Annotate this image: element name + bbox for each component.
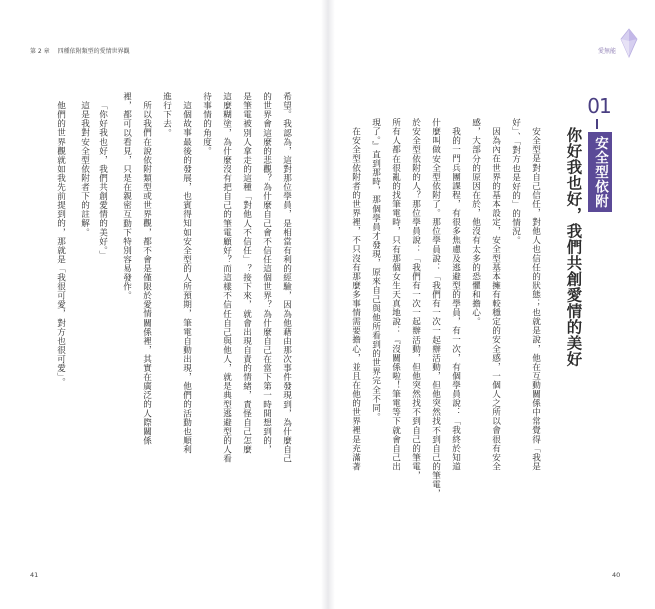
left-text-column: 進行下去。 bbox=[161, 92, 172, 138]
right-text-column: 什麼叫做安全型依附了。那位學員說：「我們有一次一起辦活動，但他突然找不到自己的筆電， bbox=[430, 118, 441, 499]
left-text-column: 裡，都可以看見，只是在親密互動下特別容易發作。 bbox=[121, 92, 132, 301]
page-gutter bbox=[321, 0, 335, 609]
right-text-column: 現了。』直到那時，那個學員才發現，原來自己與他所看到的世界完全不同。 bbox=[370, 118, 381, 422]
section-number: 01 bbox=[587, 94, 611, 118]
right-text-column: 我的一門兵團課程，有很多焦慮及逃避型的學員，有一次，有個學員說：「我終於知道 bbox=[450, 127, 461, 471]
left-header-chapter: 第 2 章 bbox=[30, 48, 50, 55]
section-badge: 安全型依附 bbox=[588, 132, 612, 212]
right-text-column: 因為內在世界的基本設定，安全型基本擁有較穩定的安全感，一個人之所以會很有安全 bbox=[490, 127, 501, 471]
right-text-column: 在安全型依附者的世界裡，不只沒有那麼多事情需要擔心，並且在他的世界裡是充滿著 bbox=[350, 127, 361, 471]
left-text-column: 的世界會這麼的悲觀？為什麼自己會不信任這個世界？為什麼自己在當下第一時間想到的， bbox=[261, 92, 272, 454]
left-text-column: 是筆電被別人拿走的這種「對他人不信任」？接下來，就會出現自責的情緒，責怪自己怎麼 bbox=[241, 92, 252, 454]
left-page-number: 41 bbox=[30, 571, 39, 579]
right-running-header: 愛無能 bbox=[598, 48, 617, 55]
left-text-column: 希望。我認為，這對那位學員，是相當有利的經驗，因為他藉由那次事件發現到，為什麼自己 bbox=[281, 92, 292, 464]
left-text-column: 待事情的角度。 bbox=[201, 92, 212, 156]
right-text-column: 安全型是對自己信任，對他人也信任的狀態；也就是說，他在互動關係中常覺得「我是 bbox=[530, 127, 541, 471]
left-text-column: 這麼糊塗，為什麼沒有把自己的筆電顧好？而這樣不信任自己與他人，就是典型逃避型的人看 bbox=[221, 92, 232, 464]
left-text-column: 他們的世界觀就如我先前提到的，那就是「我很可愛，對方也很可愛」。 bbox=[55, 101, 66, 387]
section-rule bbox=[596, 119, 598, 129]
left-text-column: 這個故事最後的發展，也賓得知如安全型的人所預期，筆電自動出現，他們的活動也順利 bbox=[181, 101, 192, 454]
right-page-number: 40 bbox=[612, 571, 621, 579]
left-running-header bbox=[30, 46, 130, 55]
right-text-column: 於安全型依附的人？那位學員說：「我們有一次一起辦活動，但他突然找不到自己的筆電， bbox=[410, 118, 421, 480]
left-text-column: 這是我對安全型依附者下的註解。 bbox=[79, 101, 90, 237]
right-text-column: 好」、「對方也是好的」的情況。 bbox=[510, 118, 521, 246]
left-header-title: 四種依附類型的愛情世界觀 bbox=[57, 48, 130, 55]
section-title: 你好我也好，我們共創愛情的美好 bbox=[564, 127, 583, 367]
right-text-column: 感，大部分的原因在於，他沒有太多的恐懼和擔心。 bbox=[470, 118, 481, 327]
right-text-column: 所有人都在很亂的找筆電時，只有那個女生天真地說：『沒關係啦！筆電等下就會自己出 bbox=[390, 118, 401, 471]
left-text-column: 所以我們在說依附類型或世界觀，都不會是僅限於愛情關係裡，其實在廣泛的人際關係 bbox=[141, 101, 152, 445]
left-quote-column: 「你好我也好，我們共創愛情的美好。」 bbox=[97, 101, 108, 260]
crystal-gem-icon bbox=[618, 28, 640, 58]
